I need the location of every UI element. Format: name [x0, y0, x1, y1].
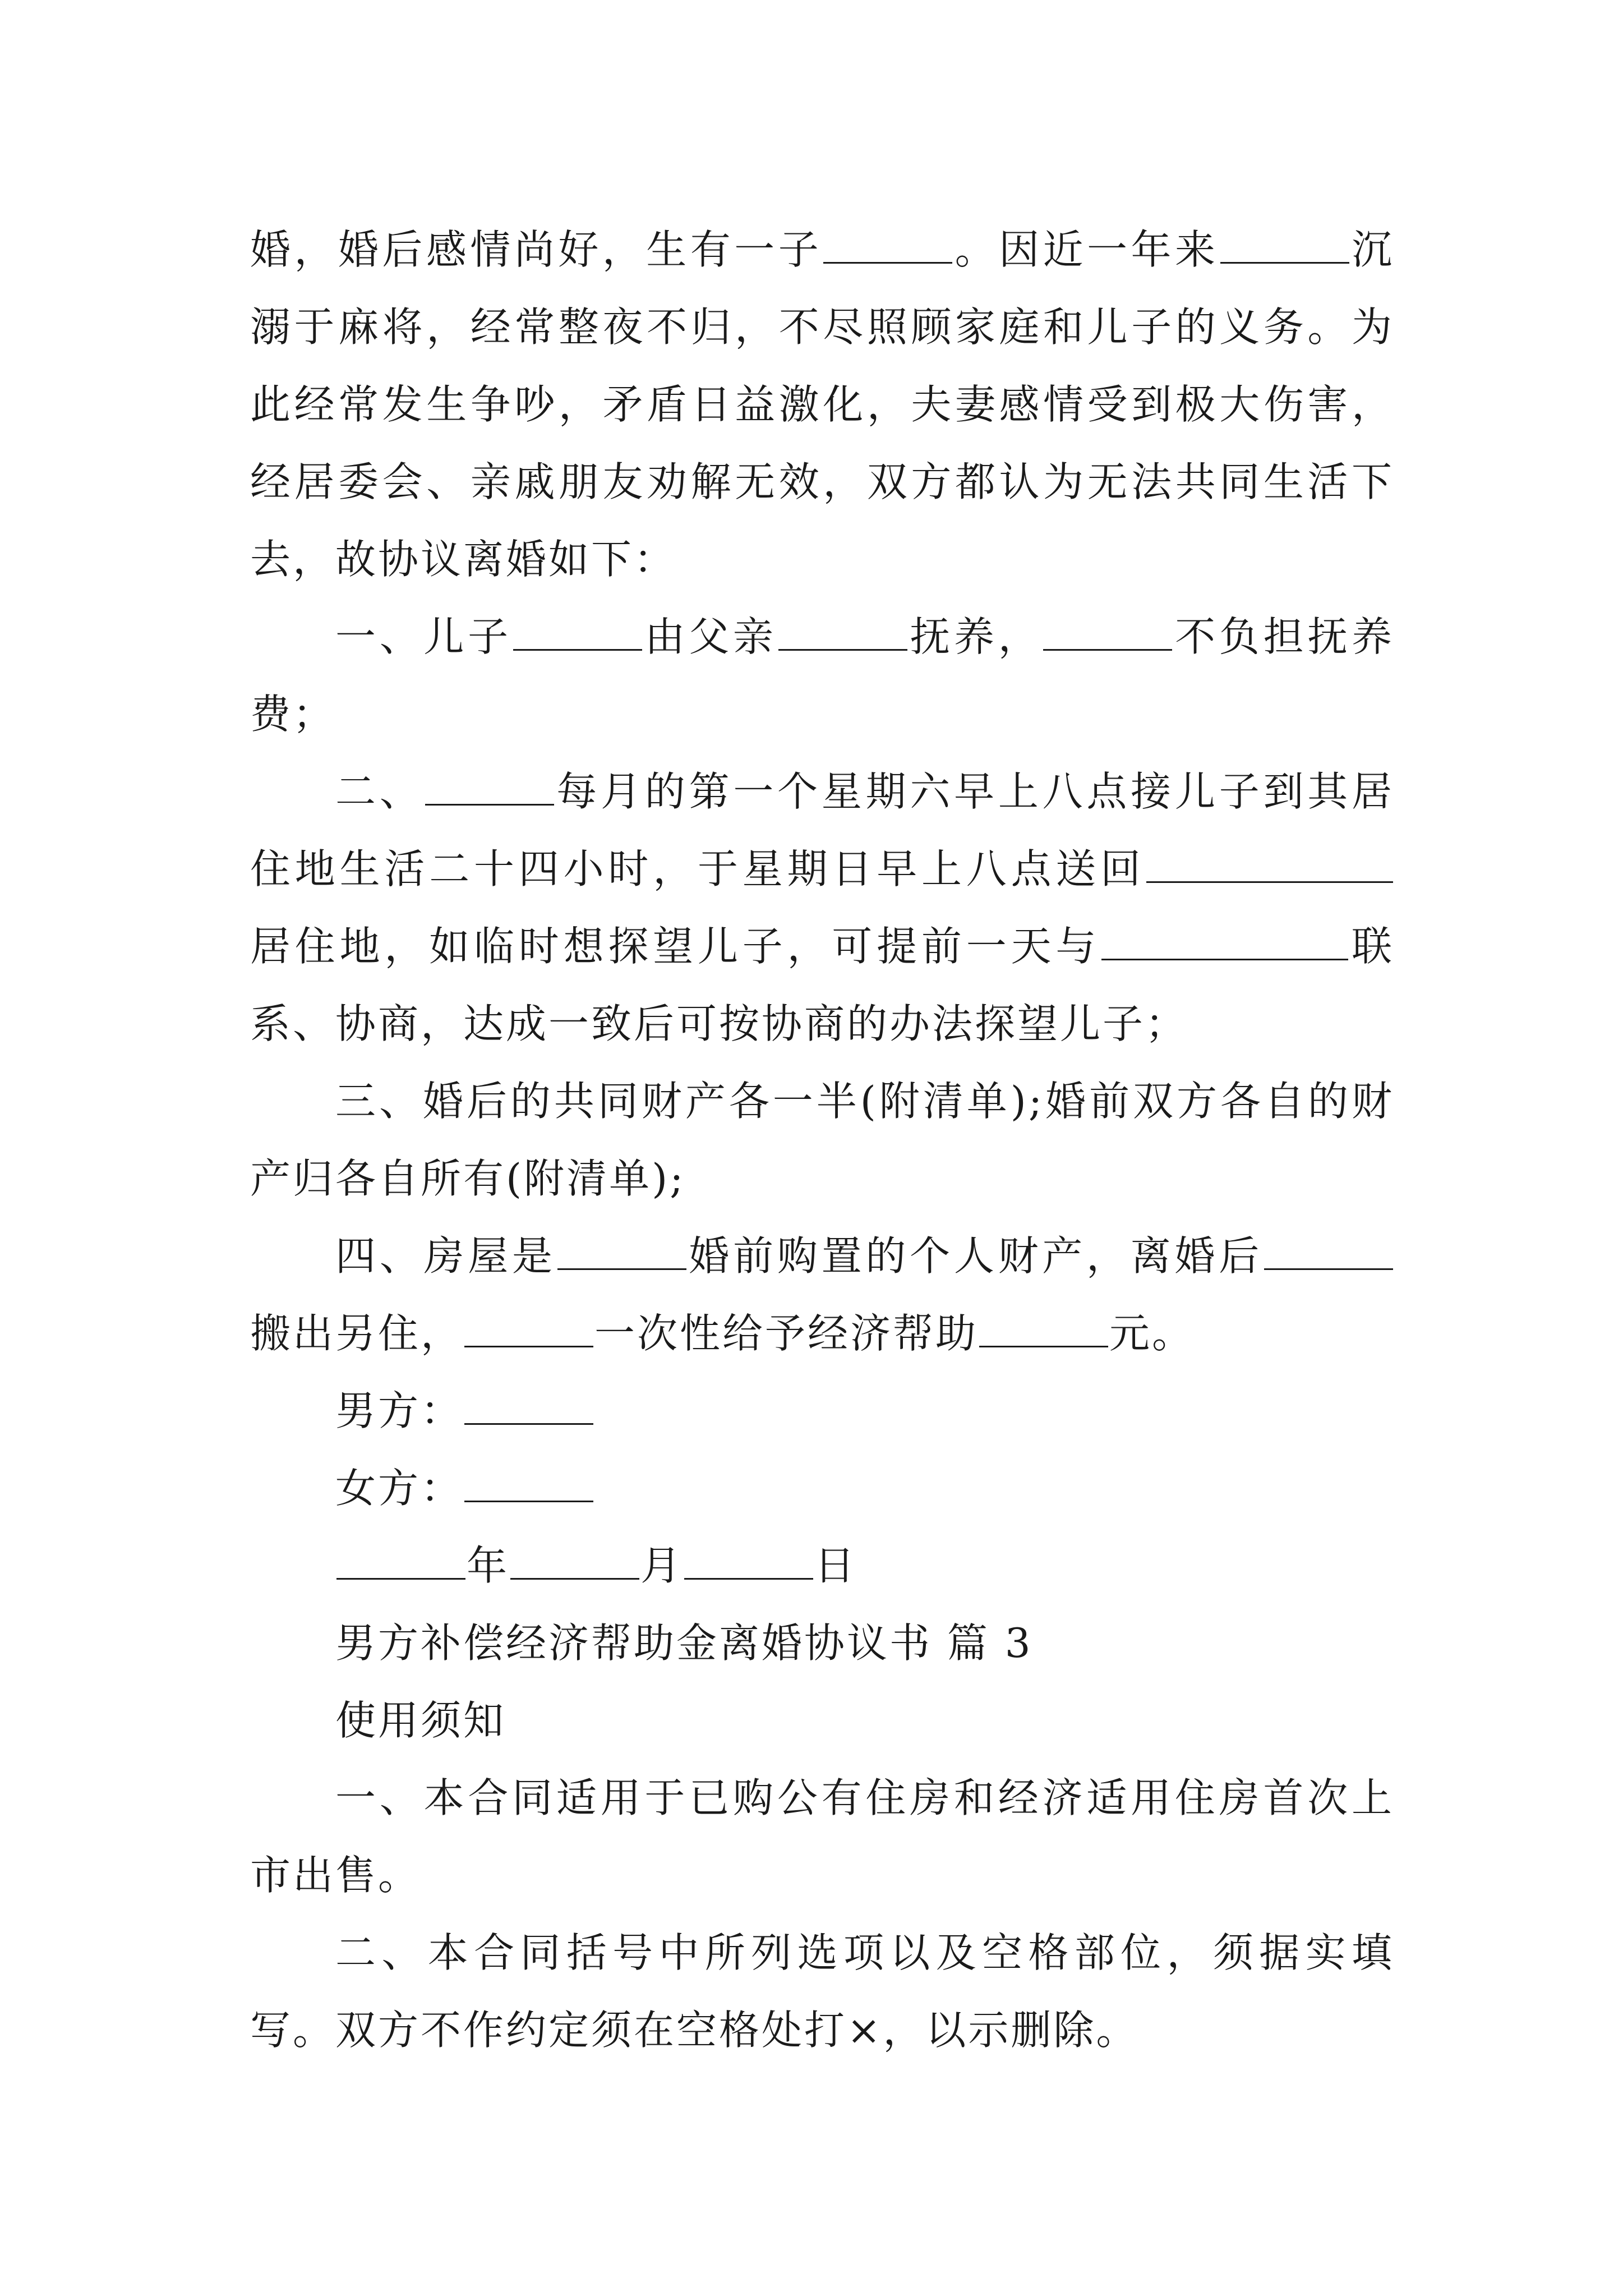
- paragraph: [250, 1372, 1394, 1450]
- paragraph: [250, 1682, 1394, 1759]
- text-segment: 男方补偿经济帮助金离婚协议书 篇 3: [335, 1619, 1033, 1667]
- text-segment: 四、房屋是: [335, 1232, 556, 1280]
- text-segment: 沉溺于麻将，经常整夜不归，不尽照顾家庭和儿子的义务。为此经常发生争吵，矛盾日益激化，夫妻感情受到极大伤害，经居委会、亲戚朋友劝解无效，双方都认为无法共同生活下去，故协议离婚如下：: [250, 226, 1394, 583]
- fill-in-blank: [557, 1234, 686, 1270]
- text-segment: 搬出另住，: [250, 1310, 464, 1357]
- paragraph: [250, 1527, 1394, 1604]
- text-segment: 日: [814, 1542, 857, 1589]
- paragraph: [250, 753, 1394, 1062]
- fill-in-blank: [510, 1543, 639, 1580]
- text-segment: 婚，婚后感情尚好，生有一子: [250, 226, 823, 273]
- fill-in-blank: [778, 614, 907, 651]
- fill-in-blank: [823, 227, 952, 264]
- text-segment: 月: [640, 1542, 684, 1589]
- text-segment: 居住地，如临时想探望儿子，可提前一天与: [250, 923, 1101, 970]
- text-segment: 女方：: [335, 1465, 464, 1512]
- paragraph: [250, 598, 1394, 753]
- fill-in-blank: [1146, 846, 1393, 883]
- paragraph: [250, 1062, 1394, 1217]
- text-segment: 男方：: [335, 1387, 464, 1434]
- fill-in-blank: [464, 1311, 593, 1347]
- fill-in-blank: [1043, 614, 1172, 651]
- fill-in-blank: [1220, 227, 1349, 264]
- text-segment: 不负担抚养费；: [250, 613, 1394, 738]
- paragraph: [250, 1604, 1394, 1682]
- text-segment: 一次性给予经济帮助: [594, 1310, 979, 1357]
- fill-in-blank: [1101, 924, 1348, 960]
- document-body: [250, 211, 1394, 2069]
- paragraph: [250, 1759, 1394, 1914]
- text-segment: 婚前购置的个人财产，离婚后: [687, 1232, 1263, 1280]
- text-segment: 一、儿子: [335, 613, 512, 660]
- fill-in-blank: [425, 769, 554, 806]
- text-segment: 三、婚后的共同财产各一半(附清单);婚前双方各自的财产归各自所有(附清单);: [250, 1078, 1394, 1202]
- fill-in-blank: [464, 1388, 593, 1425]
- text-segment: 使用须知: [335, 1697, 506, 1744]
- fill-in-blank: [336, 1543, 465, 1580]
- text-segment: 抚养，: [908, 613, 1043, 660]
- fill-in-blank: [979, 1311, 1108, 1347]
- text-segment: 元。: [1109, 1310, 1195, 1357]
- text-segment: 一、本合同适用于已购公有住房和经济适用住房首次上市出售。: [250, 1774, 1394, 1899]
- text-segment: 由父亲: [643, 613, 777, 660]
- paragraph: [250, 1450, 1394, 1527]
- paragraph: [250, 211, 1394, 598]
- fill-in-blank: [513, 614, 642, 651]
- text-segment: 年: [467, 1542, 510, 1589]
- paragraph: [250, 1217, 1394, 1372]
- text-segment: 联系、协商，达成一致后可按协商的办法探望儿子；: [250, 923, 1394, 1047]
- fill-in-blank: [464, 1466, 593, 1502]
- fill-in-blank: [684, 1543, 813, 1580]
- text-segment: 二、本合同括号中所列选项以及空格部位，须据实填写。双方不作约定须在空格处打×，以示删除。: [250, 1929, 1394, 2054]
- text-segment: 二、: [335, 768, 424, 815]
- fill-in-blank: [1264, 1234, 1393, 1270]
- text-segment: 每月的第一个星期六早上八点接儿子到其居住地生活二十四小时，于星期日早上八点送回: [250, 768, 1394, 892]
- text-segment: 。因近一年来: [953, 226, 1219, 273]
- paragraph: [250, 1914, 1394, 2069]
